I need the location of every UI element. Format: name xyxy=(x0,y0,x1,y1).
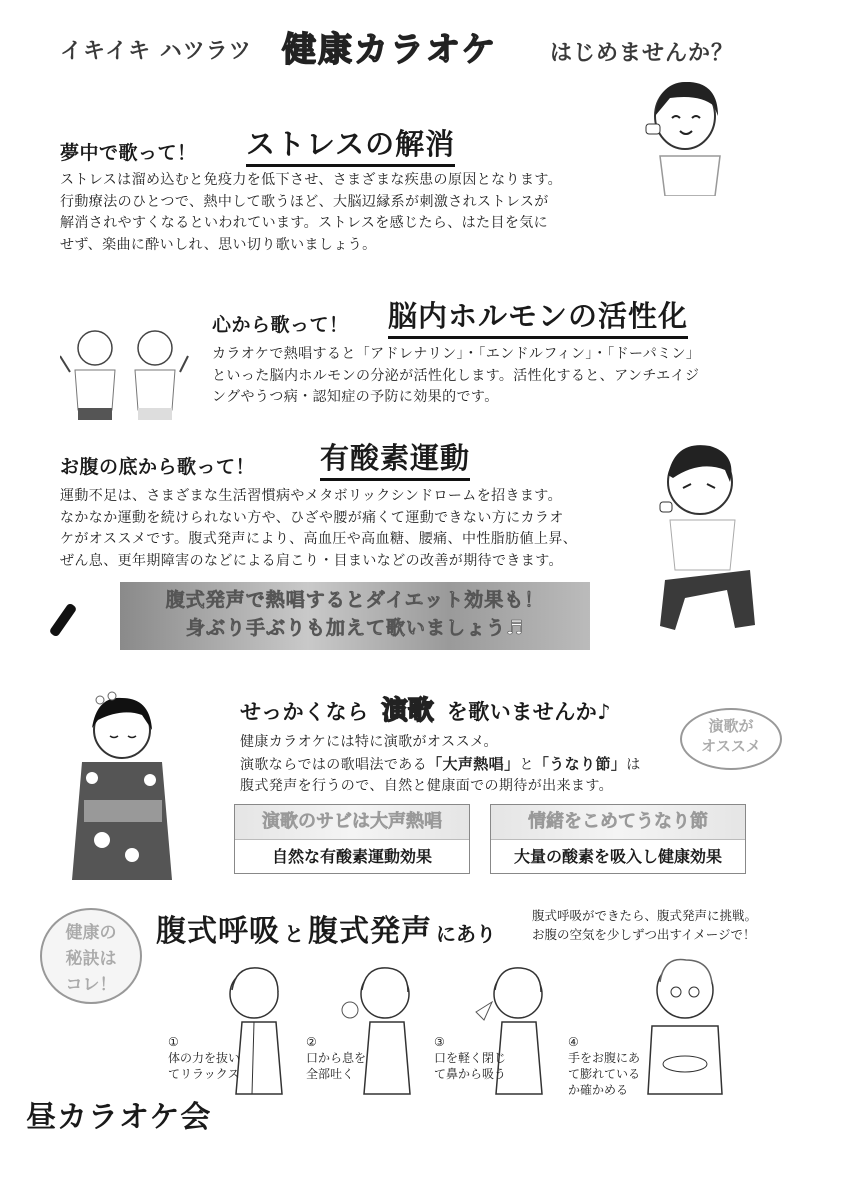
section-hormone-heading-wrap xyxy=(388,294,688,339)
body-line: ぜん息、更年期障害のなどによる肩こり・目まいなどの改善が期待できます。 xyxy=(60,552,563,569)
section-aerobic-body xyxy=(60,486,650,572)
section-hormone-body xyxy=(212,344,772,409)
enka-box-unari-top: 情緒をこめてうなり節 xyxy=(491,805,745,839)
header-tail: はじめませんか？ xyxy=(550,41,735,66)
page-title: 健康カラオケ xyxy=(282,30,498,70)
singing-man-illustration xyxy=(655,440,765,640)
section-aerobic-heading-wrap xyxy=(320,436,470,481)
step-4-line-3: か確かめる xyxy=(568,1083,629,1097)
enka-box-unari xyxy=(490,804,746,874)
enka-box-loud-bottom: 自然な有酸素運動効果 xyxy=(235,839,469,874)
enka-box-loud-top: 演歌のサビは大声熱唱 xyxy=(235,805,469,839)
secret-bubble xyxy=(40,908,142,1004)
enka-line-3: 腹式発声を行うので、自然と健康面での期待が出来ます。 xyxy=(240,778,613,794)
step-2-line-1: 口から息を xyxy=(306,1051,367,1065)
enka-word: 演歌 xyxy=(381,696,434,726)
section-stress-lead: 夢中で歌って！ xyxy=(60,142,197,164)
enka-box-unari-bottom: 大量の酸素を吸入し健康効果 xyxy=(491,839,745,874)
enka-line-1: 健康カラオケには特に演歌がオススメ。 xyxy=(240,734,498,750)
enka-bubble-line-2: オススメ xyxy=(701,737,761,755)
breathing-heading-a: 腹式呼吸 xyxy=(156,914,280,949)
enka-line-2e: は xyxy=(626,756,641,773)
step-1-line-1: 体の力を抜い xyxy=(168,1051,241,1065)
step-2-num: ② xyxy=(306,1035,317,1049)
page-title-wrap xyxy=(282,22,497,71)
enka-line-2d: 「うなり節」 xyxy=(533,754,627,773)
club-name: 昼カラオケ会 xyxy=(26,1100,212,1135)
section-aerobic-header xyxy=(60,452,255,479)
body-line: せず、楽曲に酔いしれ、思い切り歌いましょう。 xyxy=(60,236,377,253)
header-tail-wrap xyxy=(550,36,734,67)
step-4-num: ④ xyxy=(568,1035,579,1049)
enka-post: を歌いませんか♪ xyxy=(446,700,612,724)
breathing-note-2: お腹の空気を少しずつ出すイメージで！ xyxy=(532,927,756,942)
step-4-line-1: 手をお腹にあ xyxy=(568,1051,641,1065)
body-line: ストレスは溜め込むと免疫力を低下させ、さまざまな疾患の原因となります。 xyxy=(60,172,563,188)
body-line: カラオケで熱唱すると「アドレナリン」・「エンドルフィン」・「ドーパミン」 xyxy=(212,346,701,362)
dancing-people-illustration xyxy=(60,320,190,425)
step-1-num: ① xyxy=(168,1035,179,1049)
banner-line-1: 腹式発声で熱唱するとダイエット効果も！ xyxy=(165,589,545,611)
step-1-line-2: てリラックス xyxy=(168,1067,240,1081)
section-hormone-header xyxy=(212,310,349,337)
microphone-icon xyxy=(48,602,82,638)
step-2 xyxy=(306,1034,366,1082)
section-aerobic-heading: 有酸素運動 xyxy=(320,441,471,475)
section-hormone-lead: 心から歌って！ xyxy=(212,314,349,336)
body-line: といった脳内ホルモンの分泌が活性化します。活性化すると、アンチエイジ xyxy=(212,367,700,384)
enka-recommend-bubble xyxy=(680,708,782,770)
section-stress-header xyxy=(60,138,197,165)
enka-box-loud xyxy=(234,804,470,874)
enka-body xyxy=(240,732,680,798)
secret-line-2: 秘訣は xyxy=(65,949,117,969)
diet-banner xyxy=(120,582,590,650)
section-aerobic-lead: お腹の底から歌って！ xyxy=(60,456,256,478)
body-line: ケがオススメです。腹式発声により、高血圧や高血糖、腰痛、中性脂肪値上昇、 xyxy=(60,531,578,547)
header-lead: イキイキ ハツラツ xyxy=(60,39,252,64)
secret-line-1: 健康の xyxy=(65,923,117,943)
kimono-woman-illustration xyxy=(62,690,182,880)
body-line: 解消されやすくなるといわれています。ストレスを感じたら、はた目を気に xyxy=(60,215,549,231)
step-3-line-2: て鼻から吸う xyxy=(434,1067,507,1081)
enka-pre: せっかくなら xyxy=(240,700,369,724)
step-3-line-1: 口を軽く閉じ xyxy=(434,1051,507,1065)
step-2-line-2: 全部吐く xyxy=(306,1067,355,1081)
enka-line-2b: 「大声熱唱」 xyxy=(427,754,520,773)
body-line: なかなか運動を続けられない方や、ひざや腰が痛くて運動できない方にカラオ xyxy=(60,509,564,526)
breathing-heading xyxy=(156,906,496,950)
body-line: ングやうつ病・認知症の予防に効果的です。 xyxy=(212,389,499,405)
page-header xyxy=(60,34,252,65)
banner-line-2: 身ぶり手ぶりも加えて歌いましょう♬ xyxy=(185,617,525,639)
step-4 xyxy=(568,1034,640,1098)
breathing-heading-d: にあり xyxy=(436,922,496,946)
breathing-note-1: 腹式呼吸ができたら、腹式発声に挑戦。 xyxy=(532,908,758,923)
singing-woman-illustration xyxy=(640,76,740,196)
enka-bubble-line-1: 演歌が xyxy=(708,717,754,735)
enka-line-2a: 演歌ならではの歌唱法である xyxy=(240,756,428,773)
enka-header xyxy=(240,690,611,727)
body-line: 行動療法のひとつで、熱中して歌うほど、大脳辺縁系が刺激されストレスが xyxy=(60,193,549,210)
step-3-num: ③ xyxy=(434,1035,445,1049)
section-stress-heading-wrap xyxy=(246,122,455,167)
section-stress-heading: ストレスの解消 xyxy=(246,127,456,161)
step-1 xyxy=(168,1034,240,1082)
step-4-line-2: て膨れている xyxy=(568,1067,641,1081)
section-stress-body xyxy=(60,170,640,256)
body-line: 運動不足は、さまざまな生活習慣病やメタボリックシンドロームを招きます。 xyxy=(60,488,562,504)
secret-line-3: コレ！ xyxy=(65,975,117,995)
breathing-note xyxy=(532,906,757,944)
enka-line-2c: と xyxy=(519,756,534,773)
breathing-figure-4 xyxy=(640,952,730,1097)
section-hormone-heading: 脳内ホルモンの活性化 xyxy=(388,299,689,333)
breathing-heading-b: と xyxy=(284,922,304,946)
enka-line-2 xyxy=(240,754,680,777)
step-3 xyxy=(434,1034,506,1082)
breathing-heading-c: 腹式発声 xyxy=(308,914,432,949)
